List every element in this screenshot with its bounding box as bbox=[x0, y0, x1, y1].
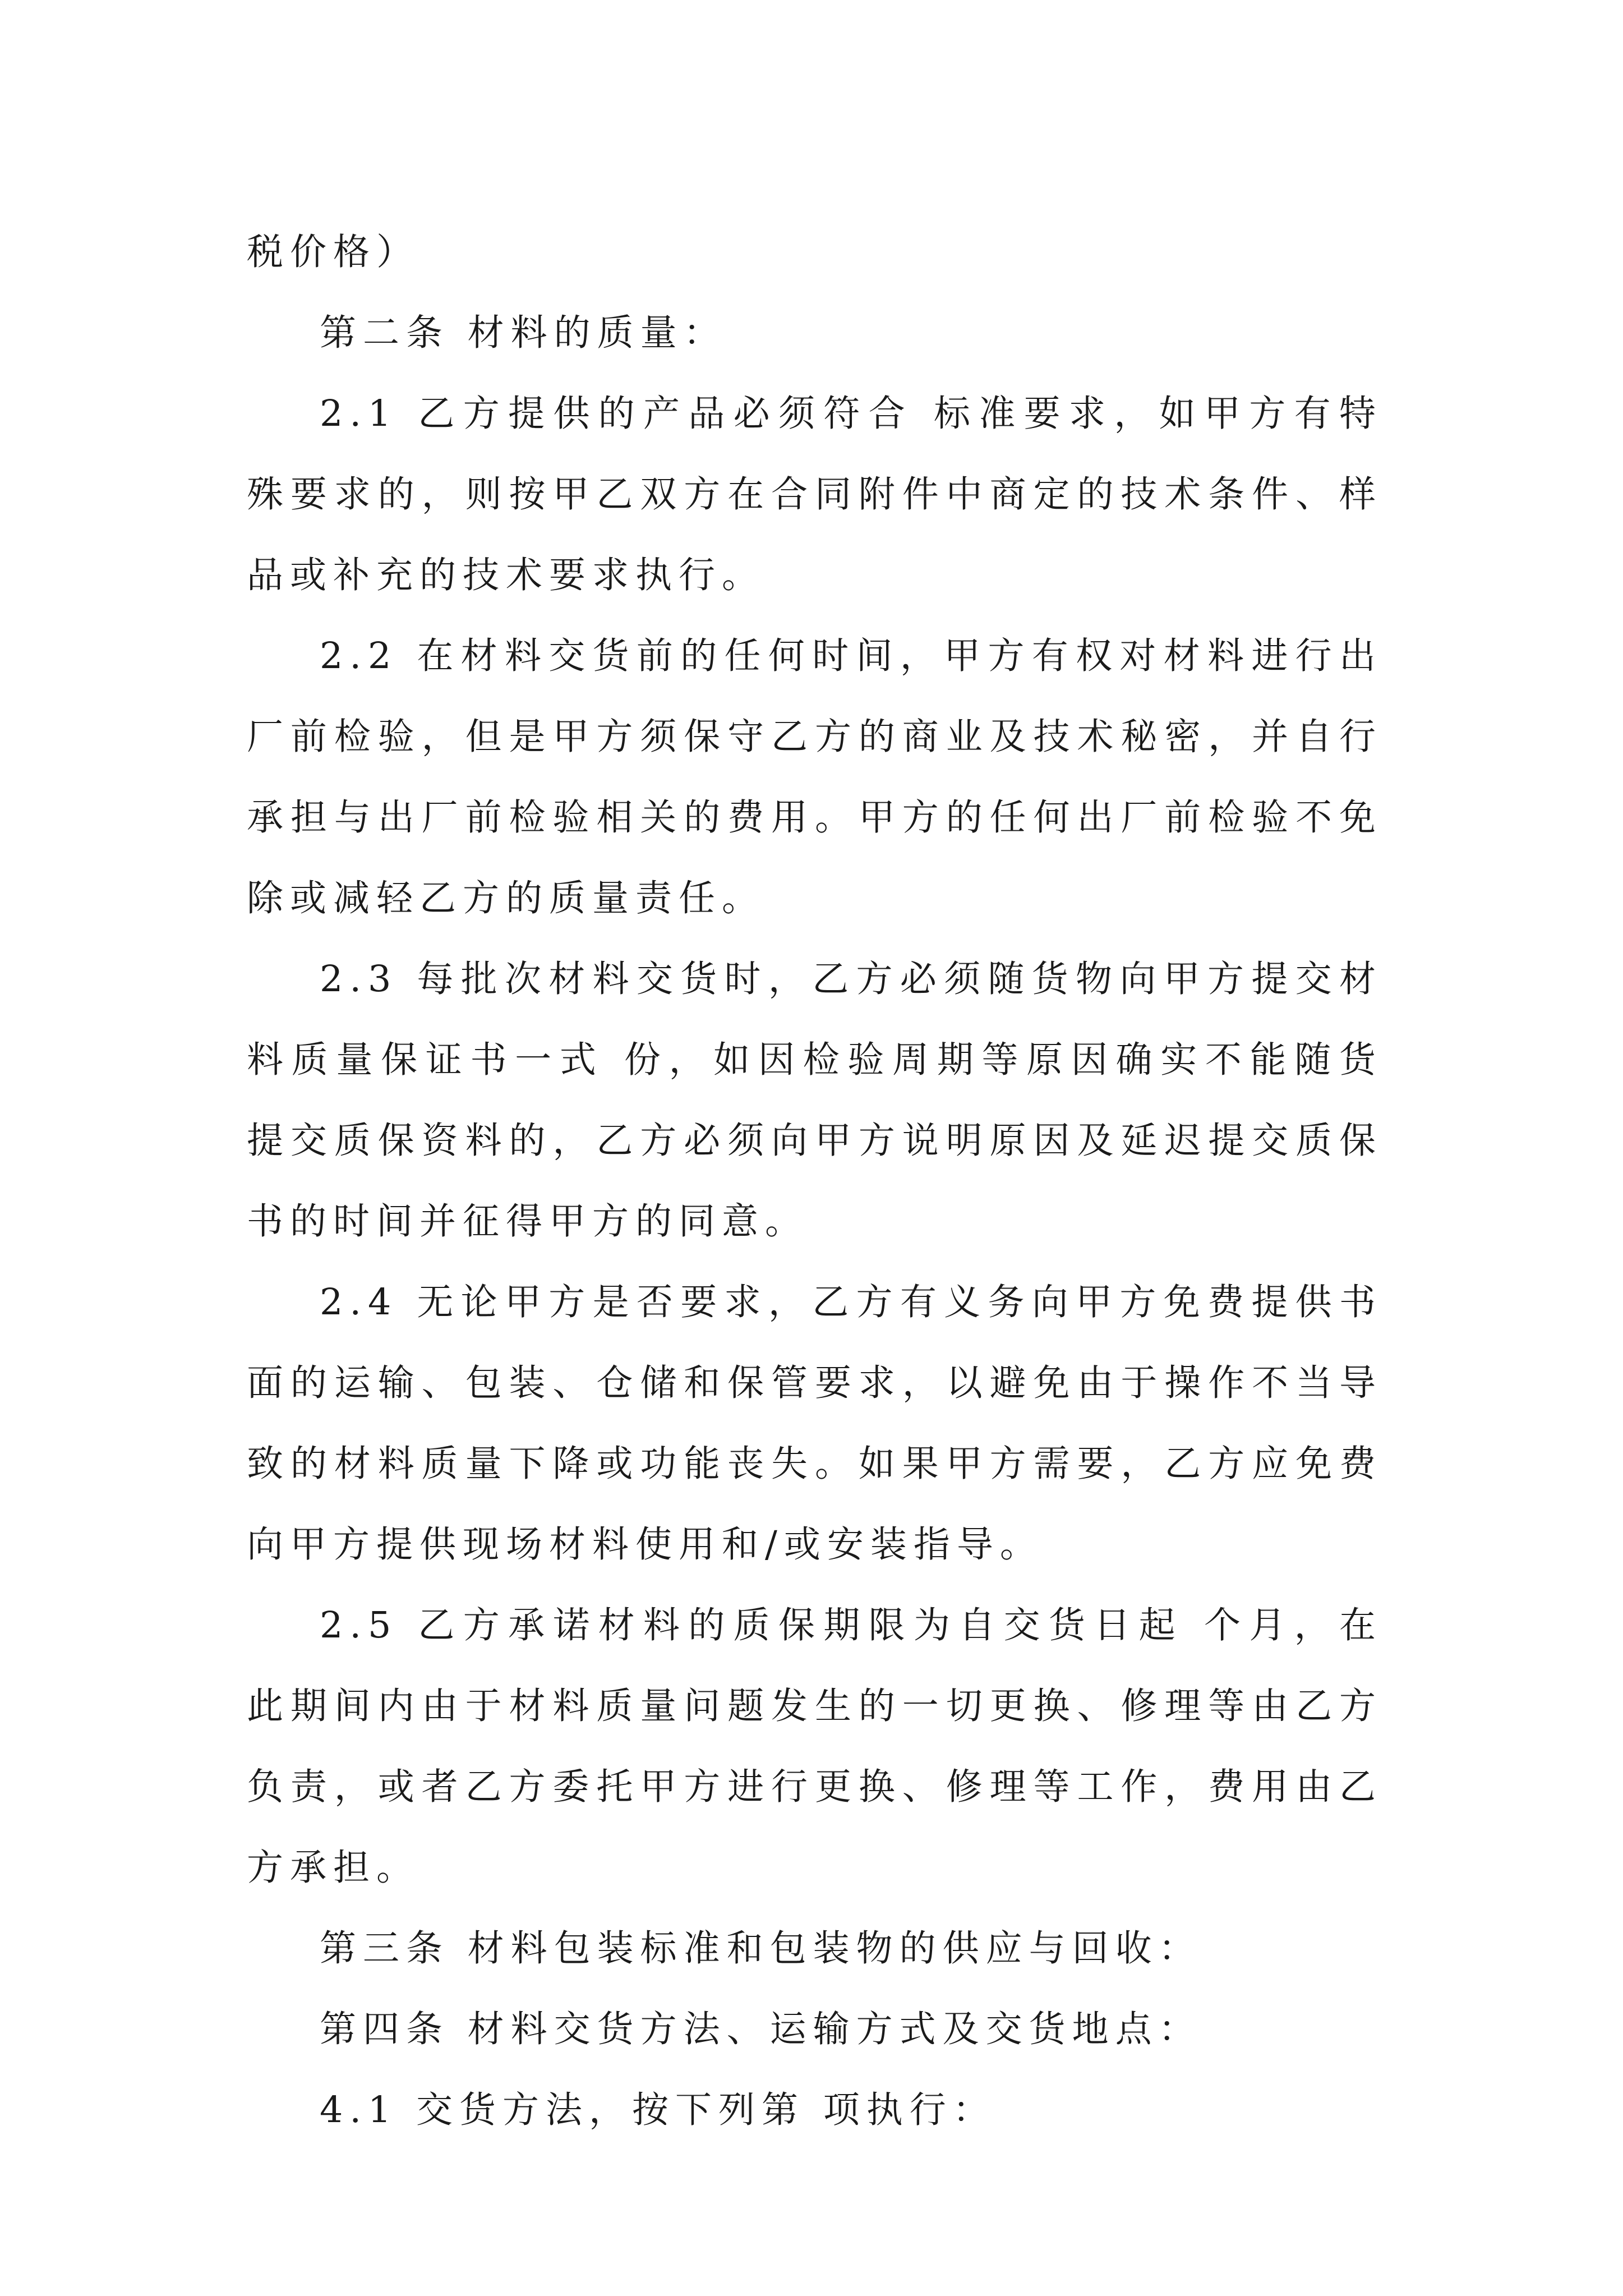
heading-article-3: 第三条 材料包装标准和包装物的供应与回收： bbox=[320, 1927, 1202, 1970]
heading-article-4: 第四条 材料交货方法、运输方式及交货地点： bbox=[320, 2008, 1202, 2050]
document-body bbox=[247, 212, 1382, 2151]
paragraph-2-1: 2.1 乙方提供的产品必须符合 标准要求，如甲方有特殊要求的，则按甲乙双方在合同附件中商定的技术条件、样品或补充的技术要求执行。 bbox=[247, 393, 1382, 596]
heading-article-2: 第二条 材料的质量： bbox=[320, 312, 727, 354]
paragraph-4-1: 4.1 交货方法，按下列第 项执行： bbox=[320, 2089, 996, 2131]
paragraph-2-2: 2.2 在材料交货前的任何时间，甲方有权对材料进行出厂前检验，但是甲方须保守乙方的商业及技术秘密，并自行承担与出厂前检验相关的费用。甲方的任何出厂前检验不免除或减轻乙方的质量责任。 bbox=[247, 635, 1382, 919]
paragraph-2-5: 2.5 乙方承诺材料的质保期限为自交货日起 个月，在此期间内由于材料质量问题发生的一切更换、修理等由乙方负责，或者乙方委托甲方进行更换、修理等工作，费用由乙方承担。 bbox=[247, 1604, 1382, 1889]
paragraph-2-4: 2.4 无论甲方是否要求，乙方有义务向甲方免费提供书面的运输、包装、仓储和保管要求，以避免由于操作不当导致的材料质量下降或功能丧失。如果甲方需要，乙方应免费向甲方提供现场材料使用和/或安装指导。 bbox=[247, 1281, 1382, 1566]
paragraph-tax-price-continuation: 税价格） bbox=[247, 231, 420, 273]
paragraph-2-3: 2.3 每批次材料交货时，乙方必须随货物向甲方提交材料质量保证书一式 份，如因检验周期等原因确实不能随货提交质保资料的，乙方必须向甲方说明原因及延迟提交质保书的时间并征得甲方的同意。 bbox=[247, 958, 1382, 1243]
